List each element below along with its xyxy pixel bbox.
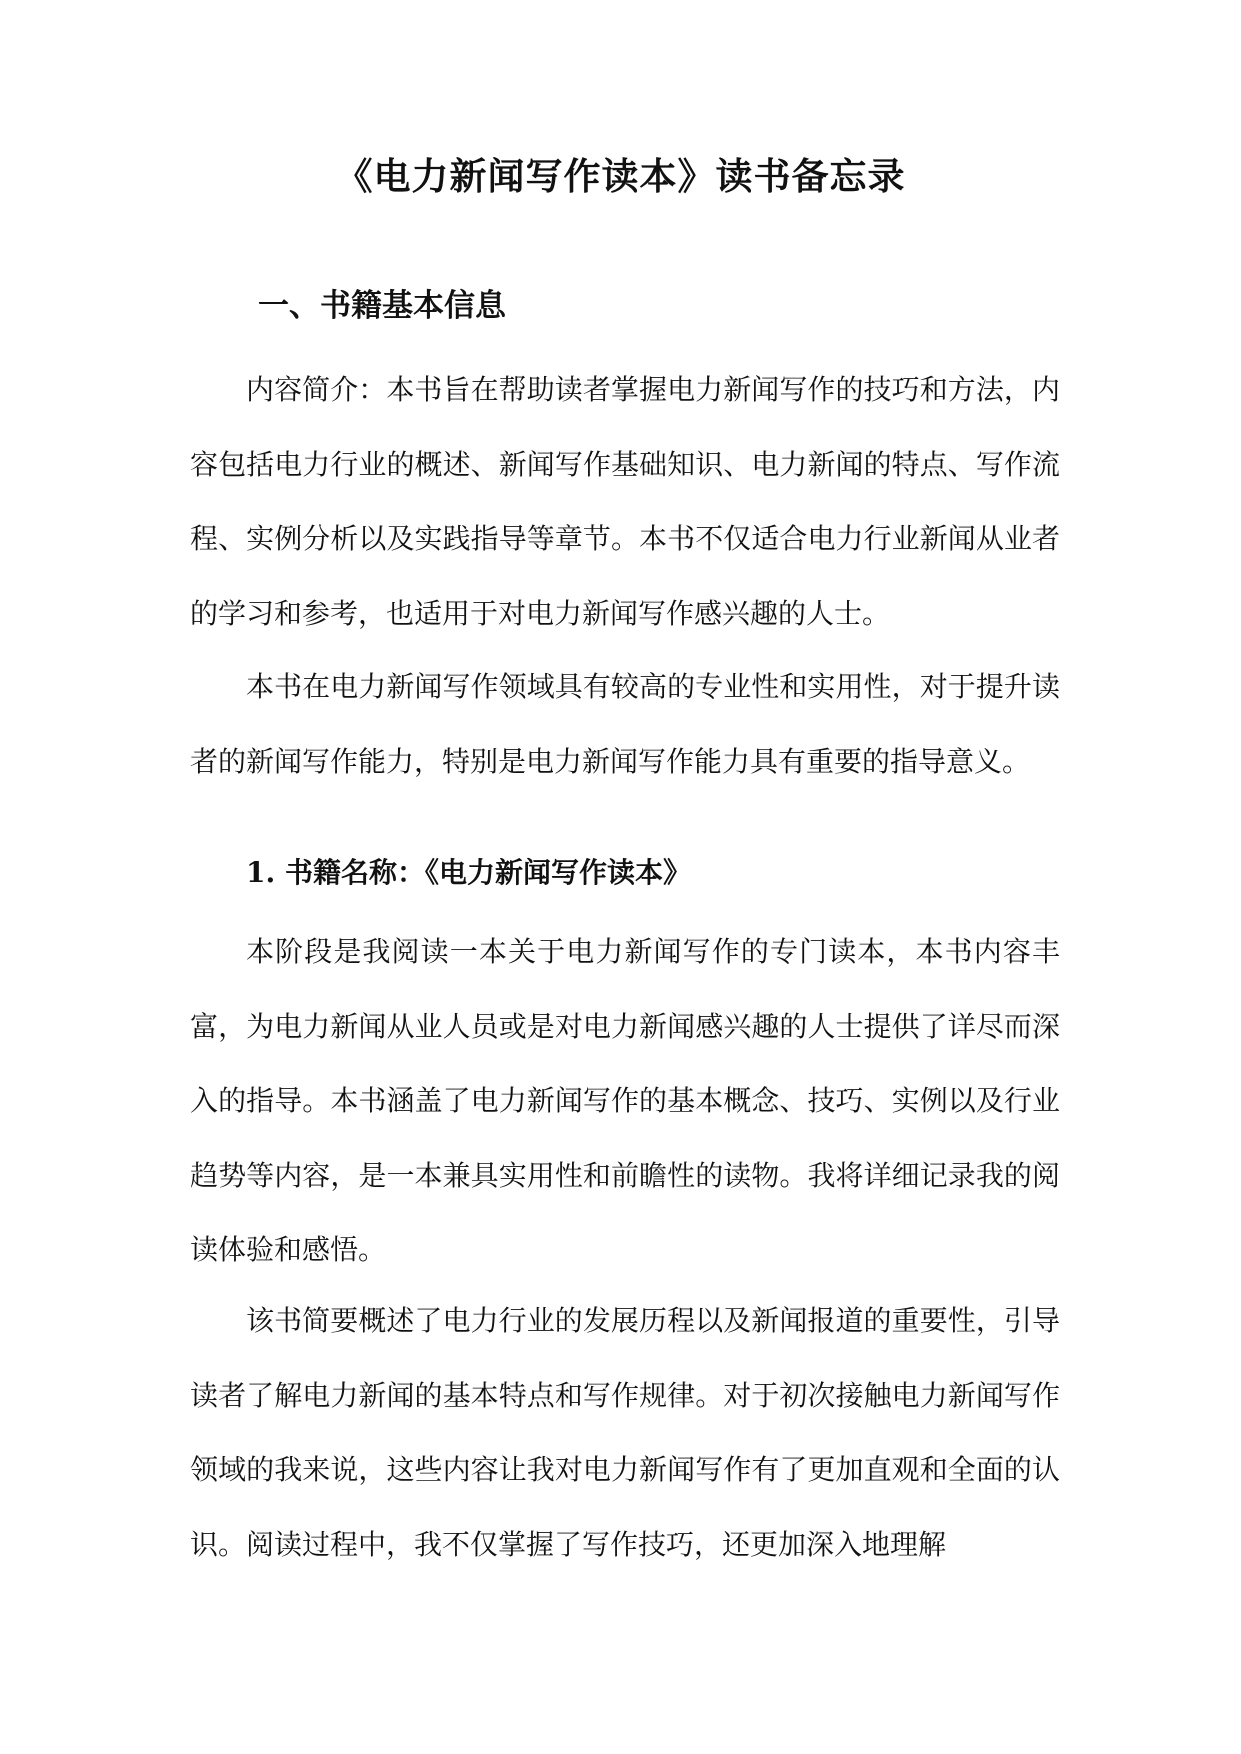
document-title: 《电力新闻写作读本》读书备忘录 (335, 154, 906, 198)
subsection-heading-book-name: 1. 书籍名称：《电力新闻写作读本》 (246, 856, 691, 889)
paragraph-industry-overview: 该书简要概述了电力行业的发展历程以及新闻报道的重要性，引导读者了解电力新闻的基本特点和写作规律。对于初次接触电力新闻写作领域的我来说，这些内容让我对电力新闻写作有了更加直观和全面的认识。阅读过程中，我不仅掌握了写作技巧，还更加深入地理解 (190, 1304, 1060, 1561)
paragraph-book-significance: 本书在电力新闻写作领域具有较高的专业性和实用性，对于提升读者的新闻写作能力，特别是电力新闻写作能力具有重要的指导意义。 (190, 670, 1060, 778)
paragraph-content-summary: 内容简介：本书旨在帮助读者掌握电力新闻写作的技巧和方法，内容包括电力行业的概述、新闻写作基础知识、电力新闻的特点、写作流程、实例分析以及实践指导等章节。本书不仅适合电力行业新闻从业者的学习和参考，也适用于对电力新闻写作感兴趣的人士。 (190, 373, 1060, 630)
paragraph-reading-overview: 本阶段是我阅读一本关于电力新闻写作的专门读本，本书内容丰富，为电力新闻从业人员或是对电力新闻感兴趣的人士提供了详尽而深入的指导。本书涵盖了电力新闻写作的基本概念、技巧、实例以及行业趋势等内容，是一本兼具实用性和前瞻性的读物。我将详细记录我的阅读体验和感悟。 (190, 935, 1060, 1266)
section-heading-book-info: 一、书籍基本信息 (258, 288, 506, 324)
